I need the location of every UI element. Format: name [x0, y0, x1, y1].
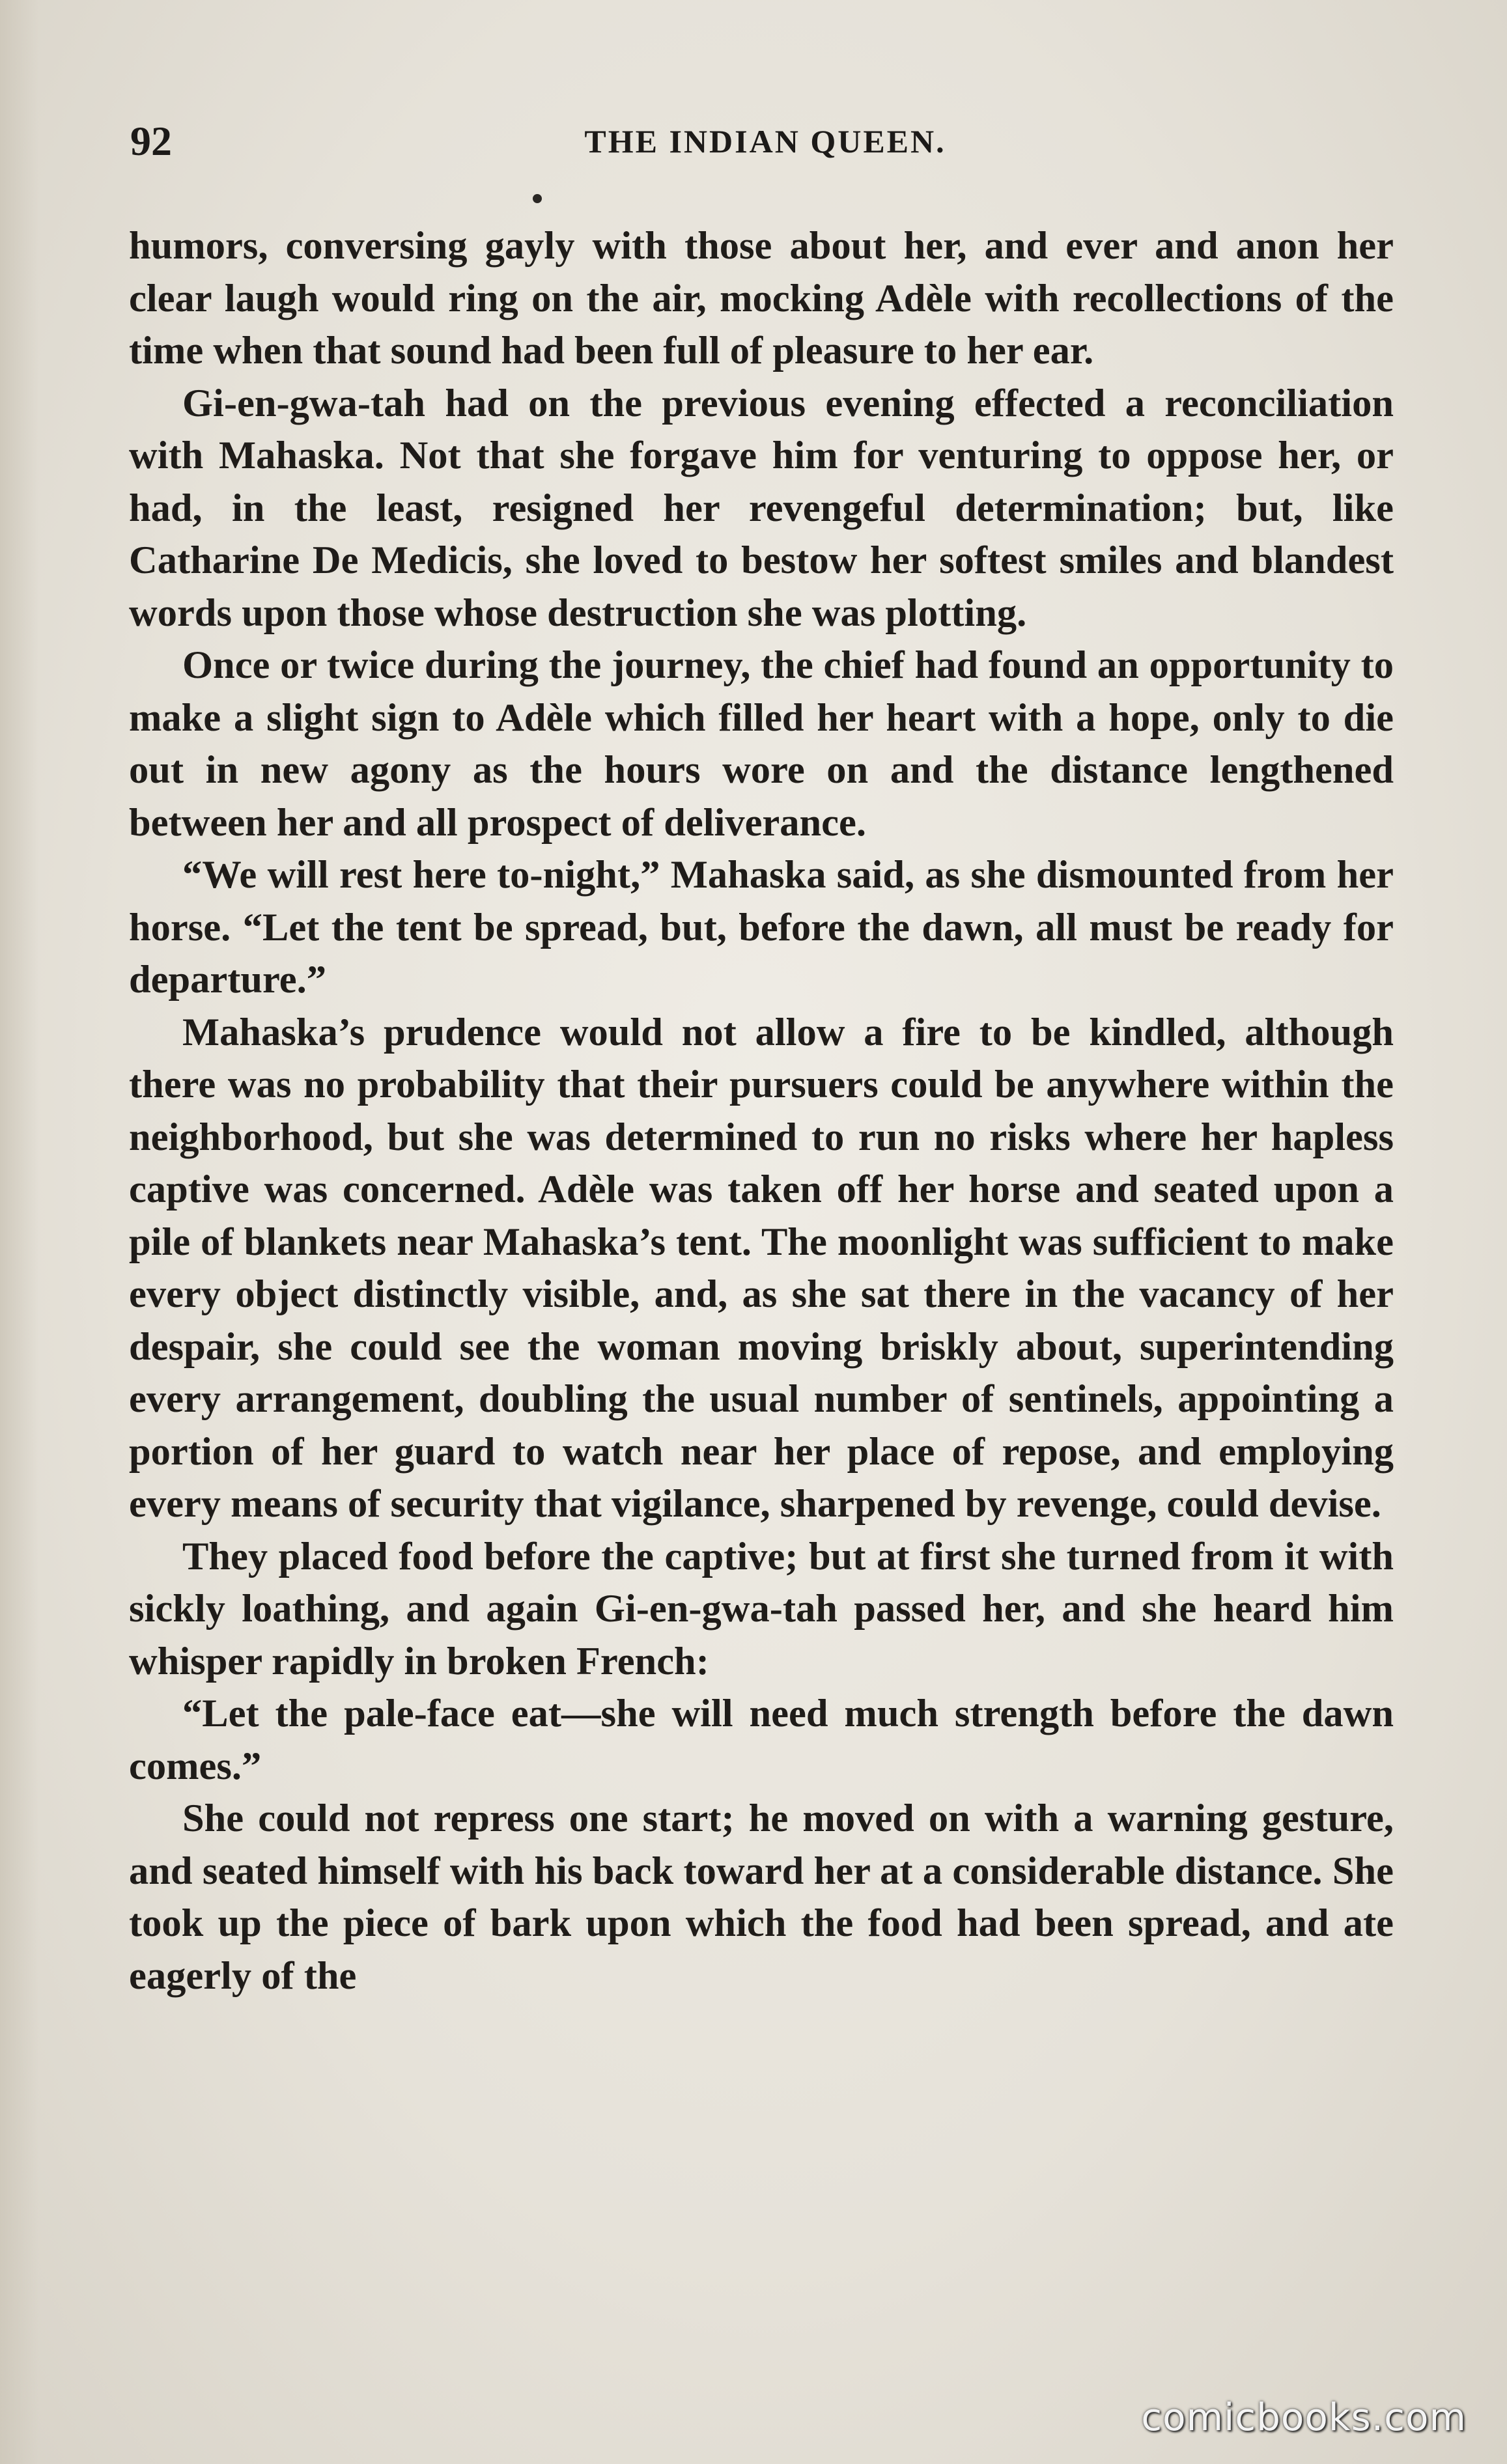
paragraph: humors, conversing gayly with those about her, and ever and anon her clear laugh would ring on the air, mocking Adèle with recollections of the time when that sound had been full of pleasure to her ear.: [129, 224, 1394, 372]
paragraph: “We will rest here to-night,” Mahaska said, as she dismounted from her horse. “Let the tent be spread, but, before the dawn, all must be ready for departure.”: [129, 853, 1394, 1001]
page-number: 92: [130, 118, 172, 164]
ornament-dot: [533, 194, 542, 203]
paragraph: Once or twice during the journey, the chief had found an opportunity to make a slight sign to Adèle which filled her heart with a hope, only to die out in new agony as the hours wore on and the distance lengthened between her and all prospect of deliverance.: [129, 643, 1394, 845]
page-edge-shadow: [0, 0, 39, 2464]
paragraph: Mahaska’s prudence would not allow a fire to be kindled, although there was no probability that their pursuers could be anywhere within the neighborhood, but she was determined to run no risks where her hapless captive was concerned. Adèle was taken off her horse and seated upon a pile of blankets near Mahaska’s tent. The moonlight was sufficient to make every object distinctly visible, and, as she sat there in the vacancy of her despair, she could see the woman moving briskly about, superintending every arrangement, doubling the usual number of sentinels, appointing a portion of her guard to watch near her place of repose, and employing every means of security that vigilance, sharpened by revenge, could devise.: [129, 1010, 1394, 1526]
paragraph: They placed food before the captive; but at first she turned from it with sickly loathing, and again Gi-en-gwa-tah passed her, and she heard him whisper rapidly in broken French:: [129, 1534, 1394, 1683]
watermark: comicbooks.com: [1141, 2395, 1467, 2439]
paragraph: Gi-en-gwa-tah had on the previous evening effected a reconciliation with Mahaska. Not that she forgave him for venturing to oppose her, or had, in the least, resigned her revengeful determination; but, like Catharine De Medicis, she loved to bestow her softest smiles and blandest words upon those whose destruction she was plotting.: [129, 381, 1394, 635]
running-head: [130, 117, 1400, 176]
running-title: THE INDIAN QUEEN.: [584, 123, 946, 160]
paragraph: She could not repress one start; he moved on with a warning gesture, and seated himself with his back toward her at a considerable distance. She took up the piece of bark upon which the food had been spread, and ate eagerly of the: [129, 1797, 1394, 1998]
body-text: [129, 220, 1394, 2002]
paragraph: “Let the pale-face eat—she will need much strength before the dawn comes.”: [129, 1692, 1394, 1788]
